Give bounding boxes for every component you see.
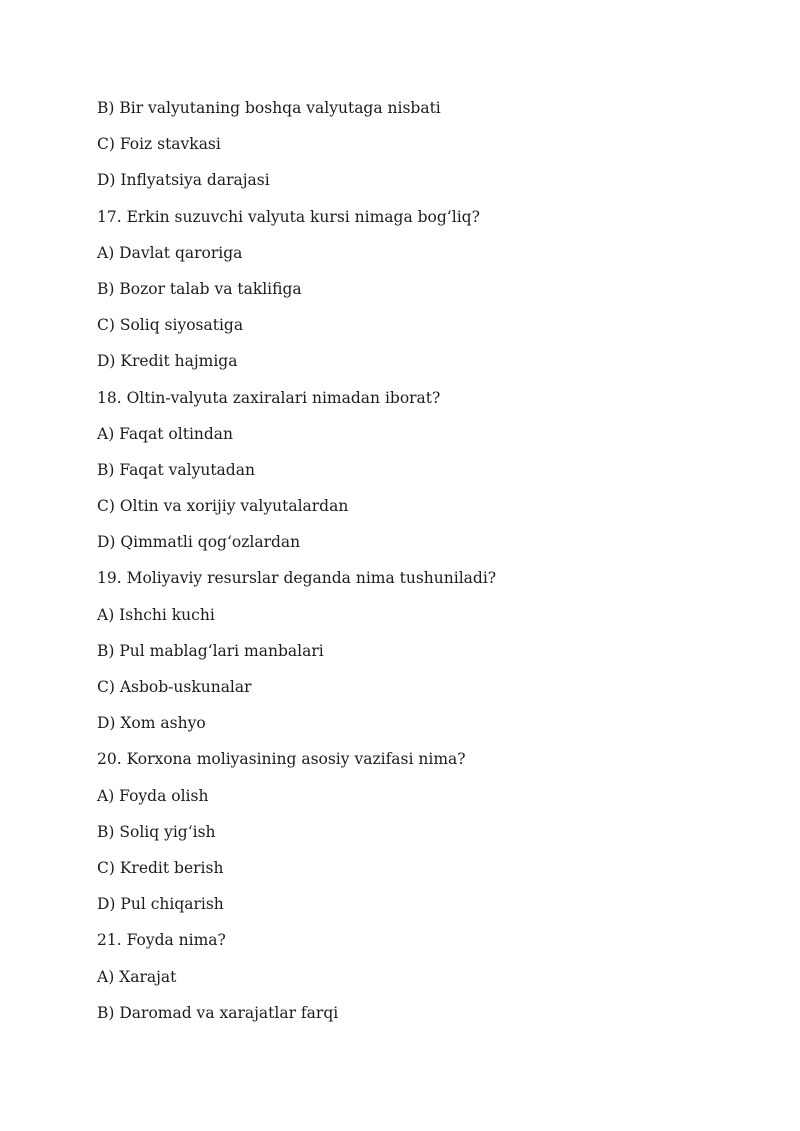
answer-option: D) Qimmatli qog‘ozlardan	[97, 533, 301, 552]
answer-option: D) Xom ashyo	[97, 714, 206, 733]
question-text: 21. Foyda nima?	[97, 931, 226, 950]
question-text: 18. Oltin-valyuta zaxiralari nimadan iborat?	[97, 388, 441, 407]
question-text: 19. Moliyaviy resurslar deganda nima tushuniladi?	[97, 569, 497, 588]
question-list	[97, 95, 496, 1036]
answer-option: D) Inflyatsiya darajasi	[97, 171, 270, 190]
answer-option: B) Bir valyutaning boshqa valyutaga nisbati	[97, 99, 441, 117]
answer-option: A) Faqat oltindan	[97, 424, 234, 443]
answer-option: D) Pul chiqarish	[97, 895, 224, 914]
answer-option: B) Daromad va xarajatlar farqi	[97, 1003, 339, 1022]
answer-option: B) Pul mablag‘lari manbalari	[97, 641, 324, 660]
answer-option: B) Bozor talab va taklifiga	[97, 279, 302, 298]
question-text: 17. Erkin suzuvchi valyuta kursi nimaga bog‘liq?	[97, 207, 480, 226]
answer-option: C) Asbob-uskunalar	[97, 678, 252, 696]
answer-option: C) Soliq siyosatiga	[97, 316, 244, 335]
answer-option: C) Foiz stavkasi	[97, 135, 221, 154]
answer-option: A) Ishchi kuchi	[97, 605, 215, 624]
answer-option: B) Faqat valyutadan	[97, 460, 255, 479]
answer-option: C) Oltin va xorijiy valyutalardan	[97, 497, 349, 516]
question-text: 20. Korxona moliyasining asosiy vazifasi nima?	[97, 750, 466, 769]
answer-option: B) Soliq yig‘ish	[97, 822, 216, 841]
answer-option: A) Foyda olish	[97, 786, 209, 805]
answer-option: A) Davlat qaroriga	[97, 243, 243, 262]
answer-option: C) Kredit berish	[97, 858, 224, 877]
answer-option: A) Xarajat	[97, 967, 177, 986]
answer-option: D) Kredit hajmiga	[97, 352, 238, 371]
